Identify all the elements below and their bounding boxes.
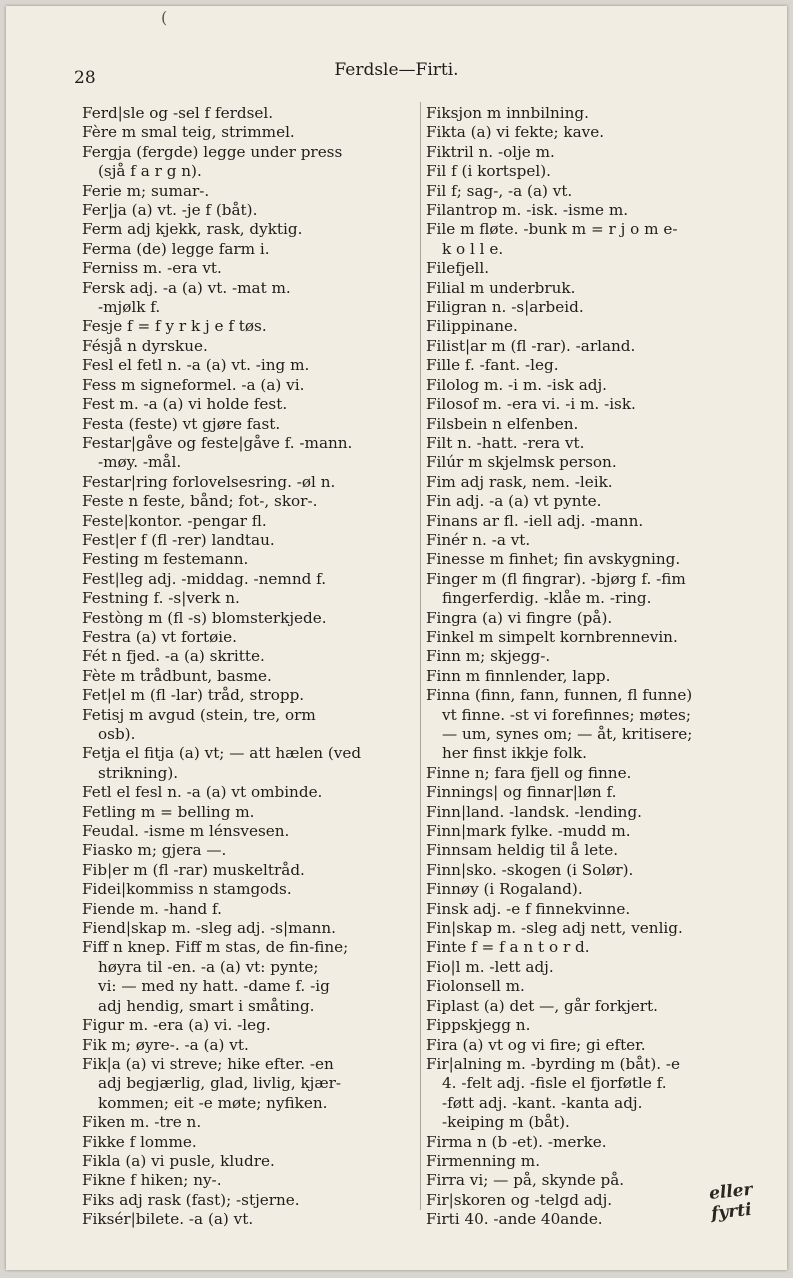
entry-line: Filantrop m. -isk. -isme m. — [426, 201, 629, 220]
entry-line: Filial m underbruk. — [426, 278, 576, 297]
entry-line: Finans ar fl. -iell adj. -mann. — [426, 511, 644, 530]
entry-line: Fest|er f (fl -rer) landtau. — [82, 530, 275, 549]
entry-line: Finér n. -a vt. — [426, 530, 531, 549]
entry-line: Fet|el m (fl -lar) tråd, stropp. — [82, 686, 305, 705]
entry-line: Filippinane. — [426, 317, 518, 336]
entry-line: File m fløte. -bunk m = r j o m e- — [426, 220, 678, 239]
entry-line: Fess m signeformel. -a (a) vi. — [82, 375, 305, 394]
entry-line: Fin|skap m. -sleg adj nett, venlig. — [426, 919, 683, 938]
entry-line: Fest|leg adj. -middag. -nemnd f. — [82, 569, 327, 588]
entry-line: Finesse m finhet; fin avskygning. — [426, 550, 681, 569]
entry-line: Filigran n. -s|arbeid. — [426, 298, 584, 317]
entry-line: Fetling m = belling m. — [82, 802, 255, 821]
entry-line: Fingra (a) vi fingre (på). — [426, 608, 613, 627]
entry-line: Fir|skoren og -telgd adj. — [426, 1190, 613, 1209]
pencil-tick-mark: ( — [161, 8, 168, 27]
entry-line: — um, synes om; — åt, kritisere; — [442, 725, 693, 743]
entry-line: Firra vi; — på, skynde på. — [426, 1171, 625, 1190]
entry-line: Festra (a) vt fortøie. — [82, 627, 237, 646]
entry-line: k o l l e. — [442, 239, 504, 258]
entry-line: vi: — med ny hatt. -dame f. -ig — [98, 977, 330, 996]
entry-line: Fersk adj. -a (a) vt. -mat m. — [82, 278, 291, 297]
entry-line: Fère m smal teig, strimmel. — [82, 123, 295, 142]
entry-line: Fésjå n dyrskue. — [82, 336, 208, 355]
entry-line: Finger m (fl fingrar). -bjørg f. -fim — [426, 569, 686, 588]
entry-line: Fiplast (a) det —, går forkjert. — [426, 996, 658, 1015]
entry-line: Finne n; fara fjell og finne. — [426, 763, 632, 782]
entry-line: Fidei|kommiss n stamgods. — [82, 880, 292, 899]
entry-line: Fiolonsell m. — [426, 977, 525, 996]
handwritten-note: eller fyrti — [708, 1179, 754, 1224]
entry-line: Festning f. -s|verk n. — [82, 589, 240, 608]
entry-line: Firma n (b -et). -merke. — [426, 1132, 607, 1151]
entry-line: Fira (a) vt og vi fire; gi efter. — [426, 1035, 646, 1054]
entry-line: Finnings| og finnar|løn f. — [426, 783, 617, 802]
entry-line: Fil f (i kortspel). — [426, 162, 551, 181]
entry-line: Feste n feste, bånd; fot-, skor-. — [82, 492, 318, 511]
entry-line: Festar|ring forlovelsesring. -øl n. — [82, 472, 336, 491]
entry-line: Fib|er m (fl -rar) muskeltråd. — [82, 860, 305, 879]
entry-line: Fest m. -a (a) vi holde fest. — [82, 395, 288, 414]
entry-line: Finsk adj. -e f finnekvinne. — [426, 899, 631, 918]
entry-line: Ferie m; sumar-. — [82, 181, 210, 200]
entry-line: Firti 40. -ande 40ande. — [426, 1210, 603, 1229]
entry-line: Fète m trådbunt, basme. — [82, 666, 272, 685]
column-divider — [420, 102, 421, 1210]
entry-line: Fiend|skap m. -sleg adj. -s|mann. — [82, 919, 337, 938]
entry-line: høyra til -en. -a (a) vt: pynte; — [98, 957, 319, 976]
left-column — [82, 104, 414, 1230]
entry-line: Fille f. -fant. -leg. — [426, 356, 559, 375]
entry-line: Finte f = f a n t o r d. — [426, 938, 590, 957]
entry-line: Fét n fjed. -a (a) skritte. — [82, 647, 265, 666]
entry-line: Fetl el fesl n. -a (a) vt ombinde. — [82, 783, 323, 802]
entry-line: fingerferdig. -klåe m. -ring. — [442, 589, 652, 608]
entry-line: Fergja (fergde) legge under press — [82, 142, 343, 161]
entry-line: -møy. -mål. — [98, 453, 182, 472]
entry-line: Filúr m skjelmsk person. — [426, 453, 617, 472]
entry-line: Fetisj m avgud (stein, tre, orm — [82, 705, 316, 724]
entry-line: Filsbein n elfenben. — [426, 414, 579, 433]
entry-line: Filefjell. — [426, 259, 490, 278]
entry-line: -mjølk f. — [98, 298, 161, 317]
entry-line: Filt n. -hatt. -rera vt. — [426, 433, 585, 452]
entry-line: Fetja el fitja (a) vt; — att hælen (ved — [82, 744, 362, 763]
entry-line: Finn m finnlender, lapp. — [426, 666, 611, 685]
entry-line: 4. -felt adj. -fisle el fjorføtle f. — [442, 1074, 667, 1093]
entry-line: Fiasko m; gjera —. — [82, 841, 227, 860]
entry-line: her finst ikkje folk. — [442, 744, 587, 763]
entry-line: Fippskjegg n. — [426, 1016, 531, 1035]
entry-line: Fikla (a) vi pusle, kludre. — [82, 1151, 275, 1170]
entry-line: Fesje f = f y r k j e f tøs. — [82, 317, 267, 336]
entry-line: Fesl el fetl n. -a (a) vt. -ing m. — [82, 356, 310, 375]
entry-line: strikning). — [98, 763, 179, 782]
dictionary-page — [6, 6, 787, 1270]
entry-line: Ferma (de) legge farm i. — [82, 239, 270, 258]
entry-line: Fikke f lomme. — [82, 1132, 197, 1151]
entry-line: (sjå f a r g n). — [98, 162, 202, 181]
entry-line: Festing m festemann. — [82, 550, 249, 569]
entry-line: kommen; eit -e møte; nyfiken. — [98, 1093, 328, 1112]
entry-line: adj hendig, smart i småting. — [98, 996, 315, 1015]
entry-line: Fiende m. -hand f. — [82, 899, 222, 918]
entry-line: Fiks adj rask (fast); -stjerne. — [82, 1190, 300, 1209]
entry-line: Festa (feste) vt gjøre fast. — [82, 414, 281, 433]
entry-line: Fim adj rask, nem. -leik. — [426, 472, 613, 491]
entry-line: -føtt adj. -kant. -kanta adj. — [442, 1093, 643, 1112]
entry-line: Fiktril n. -olje m. — [426, 142, 555, 161]
entry-line: Finn m; skjegg-. — [426, 647, 551, 666]
entry-line: vt finne. -st vi forefinnes; møtes; — [442, 705, 691, 724]
entry-line: Feudal. -isme m lénsvesen. — [82, 822, 290, 841]
entry-line: Fio|l m. -lett adj. — [426, 957, 554, 976]
entry-line: Fikne f hiken; ny-. — [82, 1171, 222, 1190]
entry-line: Fir|alning m. -byrding m (båt). -e — [426, 1054, 681, 1073]
page-number: 28 — [74, 68, 96, 88]
entry-line: Figur m. -era (a) vi. -leg. — [82, 1016, 271, 1035]
entry-line: Ferd|sle og -sel f ferdsel. — [82, 104, 274, 122]
right-column — [426, 104, 764, 1230]
entry-line: -keiping m (båt). — [442, 1113, 570, 1132]
entry-line: Ferm adj kjekk, rask, dyktig. — [82, 220, 303, 239]
entry-line: Finn|land. -landsk. -lending. — [426, 802, 643, 821]
entry-line: Fin adj. -a (a) vt pynte. — [426, 492, 602, 511]
entry-line: Finnøy (i Rogaland). — [426, 880, 583, 899]
entry-line: Filosof m. -era vi. -i m. -isk. — [426, 395, 636, 414]
entry-line: Filolog m. -i m. -isk adj. — [426, 375, 608, 394]
entry-line: osb). — [98, 725, 136, 743]
entry-line: Finna (finn, fann, funnen, fl funne) — [426, 686, 693, 705]
entry-line: Festòng m (fl -s) blomsterkjede. — [82, 608, 327, 627]
entry-line: Finkel m simpelt kornbrennevin. — [426, 627, 678, 646]
entry-line: Festar|gåve og feste|gåve f. -mann. — [82, 433, 353, 452]
entry-line: Filist|ar m (fl -rar). -arland. — [426, 336, 636, 355]
entry-line: Fer|ja (a) vt. -je f (båt). — [82, 201, 258, 220]
entry-line: Finn|sko. -skogen (i Solør). — [426, 860, 634, 879]
entry-line: Ferniss m. -era vt. — [82, 259, 222, 278]
entry-line: Fik m; øyre-. -a (a) vt. — [82, 1035, 249, 1054]
entry-line: Finn|mark fylke. -mudd m. — [426, 822, 631, 841]
entry-line: Fiken m. -tre n. — [82, 1113, 202, 1132]
entry-line: Finnsam heldig til å lete. — [426, 841, 619, 860]
entry-line: Fiksjon m innbilning. — [426, 104, 589, 122]
running-head: Ferdsle—Firti. — [334, 60, 459, 80]
entry-line: Fiksér|bilete. -a (a) vt. — [82, 1210, 254, 1229]
entry-line: Firmenning m. — [426, 1151, 541, 1170]
entry-line: Fikta (a) vi fekte; kave. — [426, 123, 605, 142]
entry-line: Fil f; sag-, -a (a) vt. — [426, 181, 573, 200]
entry-line: adj begjærlig, glad, livlig, kjær- — [98, 1074, 342, 1093]
entry-line: Feste|kontor. -pengar fl. — [82, 511, 267, 530]
entry-line: Fik|a (a) vi streve; hike efter. -en — [82, 1054, 334, 1073]
entry-line: Fiff n knep. Fiff m stas, de fin-fine; — [82, 938, 349, 957]
